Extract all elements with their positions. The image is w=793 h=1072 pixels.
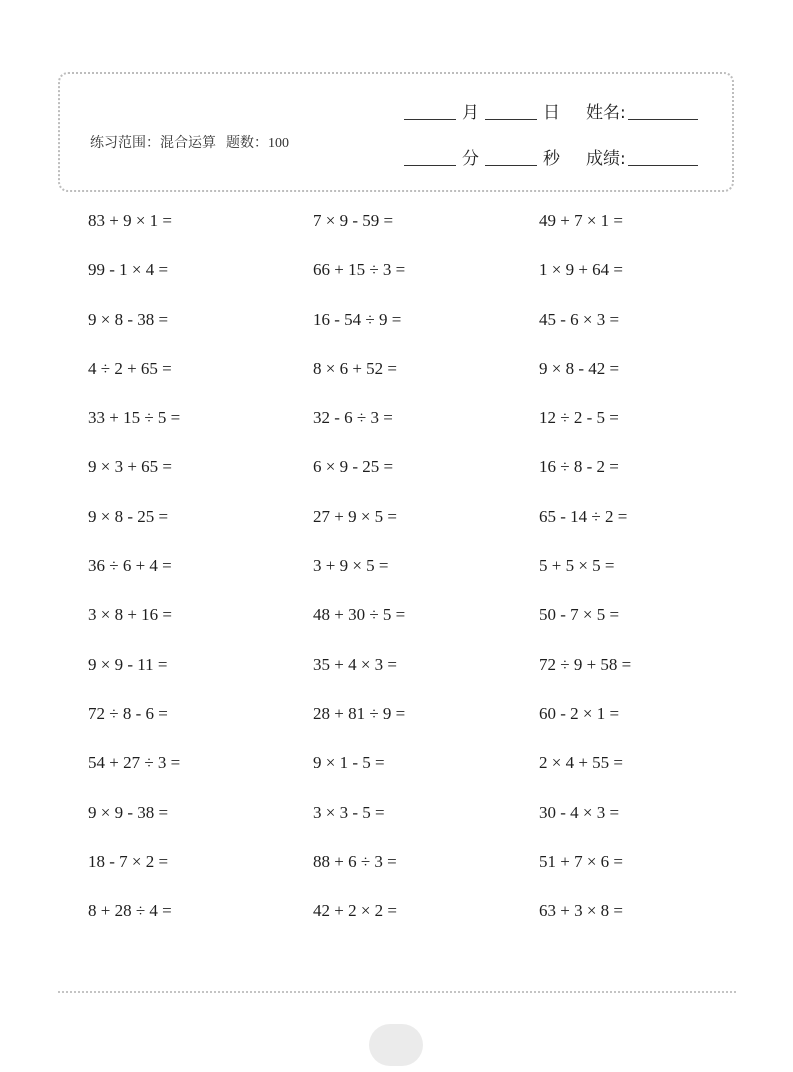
problem-row — [88, 553, 728, 602]
math-problem: 88 + 6 ÷ 3 = — [313, 851, 397, 871]
minute-blank[interactable] — [404, 164, 456, 166]
math-problem: 3 + 9 × 5 = — [313, 556, 389, 576]
math-problem: 9 × 9 - 38 = — [88, 802, 169, 822]
second-blank[interactable] — [485, 164, 537, 166]
name-label: 姓名: — [586, 103, 626, 123]
math-problem: 48 + 30 ÷ 5 = — [313, 605, 406, 625]
score-label: 成绩: — [586, 149, 626, 169]
math-problem: 2 × 4 + 55 = — [539, 753, 624, 773]
math-problem: 8 + 28 ÷ 4 = — [88, 901, 172, 921]
math-problem: 45 - 6 × 3 = — [539, 309, 620, 329]
math-problem: 30 - 4 × 3 = — [539, 802, 620, 822]
problem-row — [88, 356, 728, 405]
month-label: 月 — [462, 103, 479, 123]
math-problem: 72 ÷ 9 + 58 = — [539, 654, 632, 674]
math-problem: 83 + 9 × 1 = — [88, 211, 173, 230]
math-problem: 9 × 9 - 11 = — [88, 654, 168, 674]
problem-count-label: 题数： — [226, 135, 268, 151]
math-problem: 50 - 7 × 5 = — [539, 605, 620, 625]
problem-count-value: 100 — [268, 136, 289, 151]
math-problem: 49 + 7 × 1 = — [539, 211, 624, 230]
problem-row — [88, 307, 728, 356]
math-problem: 66 + 15 ÷ 3 = — [313, 260, 406, 280]
problem-row — [88, 257, 728, 306]
math-problem: 4 ÷ 2 + 65 = — [88, 358, 172, 378]
practice-info — [90, 132, 289, 152]
math-problem: 32 - 6 ÷ 3 = — [313, 408, 393, 428]
footer-divider — [58, 991, 736, 993]
math-problem: 9 × 3 + 65 = — [88, 457, 173, 477]
math-problem: 3 × 3 - 5 = — [313, 802, 385, 822]
math-problem: 6 × 9 - 25 = — [313, 457, 394, 477]
math-problem: 27 + 9 × 5 = — [313, 506, 398, 526]
math-problem: 9 × 8 - 38 = — [88, 309, 169, 329]
practice-range-label: 练习范围：混合运算 — [90, 135, 216, 151]
problem-row — [88, 800, 728, 849]
second-label: 秒 — [543, 149, 560, 169]
math-problem: 72 ÷ 8 - 6 = — [88, 703, 168, 723]
problem-row — [88, 898, 728, 947]
math-problem: 99 - 1 × 4 = — [88, 260, 169, 280]
date-name-row — [404, 100, 698, 124]
problem-row — [88, 208, 728, 257]
math-problem: 16 ÷ 8 - 2 = — [539, 457, 619, 477]
page-number-badge — [369, 1024, 423, 1066]
math-problem: 36 ÷ 6 + 4 = — [88, 556, 172, 576]
math-problem: 16 - 54 ÷ 9 = — [313, 309, 402, 329]
math-problem: 8 × 6 + 52 = — [313, 358, 398, 378]
minute-label: 分 — [462, 149, 479, 169]
worksheet-header — [58, 72, 734, 192]
math-problem: 60 - 2 × 1 = — [539, 703, 620, 723]
math-problem: 12 ÷ 2 - 5 = — [539, 408, 619, 428]
problem-row — [88, 701, 728, 750]
month-blank[interactable] — [404, 118, 456, 120]
problem-row — [88, 405, 728, 454]
time-score-row — [404, 146, 698, 170]
problem-row — [88, 750, 728, 799]
math-problem: 9 × 8 - 42 = — [539, 358, 620, 378]
math-problem: 7 × 9 - 59 = — [313, 211, 394, 230]
day-blank[interactable] — [485, 118, 537, 120]
math-problem: 54 + 27 ÷ 3 = — [88, 753, 181, 773]
math-problem: 65 - 14 ÷ 2 = — [539, 506, 628, 526]
day-label: 日 — [543, 103, 560, 123]
math-problem: 1 × 9 + 64 = — [539, 260, 624, 280]
name-blank[interactable] — [628, 118, 698, 120]
math-problem: 9 × 8 - 25 = — [88, 506, 169, 526]
math-problem: 51 + 7 × 6 = — [539, 851, 624, 871]
problem-row — [88, 602, 728, 651]
math-problem: 28 + 81 ÷ 9 = — [313, 703, 406, 723]
problem-row — [88, 849, 728, 898]
problem-grid — [88, 208, 728, 947]
math-problem: 3 × 8 + 16 = — [88, 605, 173, 625]
score-blank[interactable] — [628, 164, 698, 166]
math-problem: 35 + 4 × 3 = — [313, 654, 398, 674]
math-problem: 42 + 2 × 2 = — [313, 901, 398, 921]
problem-row — [88, 652, 728, 701]
math-problem: 63 + 3 × 8 = — [539, 901, 624, 921]
problem-row — [88, 504, 728, 553]
math-problem: 18 - 7 × 2 = — [88, 851, 169, 871]
math-problem: 5 + 5 × 5 = — [539, 556, 615, 576]
math-problem: 33 + 15 ÷ 5 = — [88, 408, 181, 428]
problem-row — [88, 454, 728, 503]
math-problem: 9 × 1 - 5 = — [313, 753, 385, 773]
